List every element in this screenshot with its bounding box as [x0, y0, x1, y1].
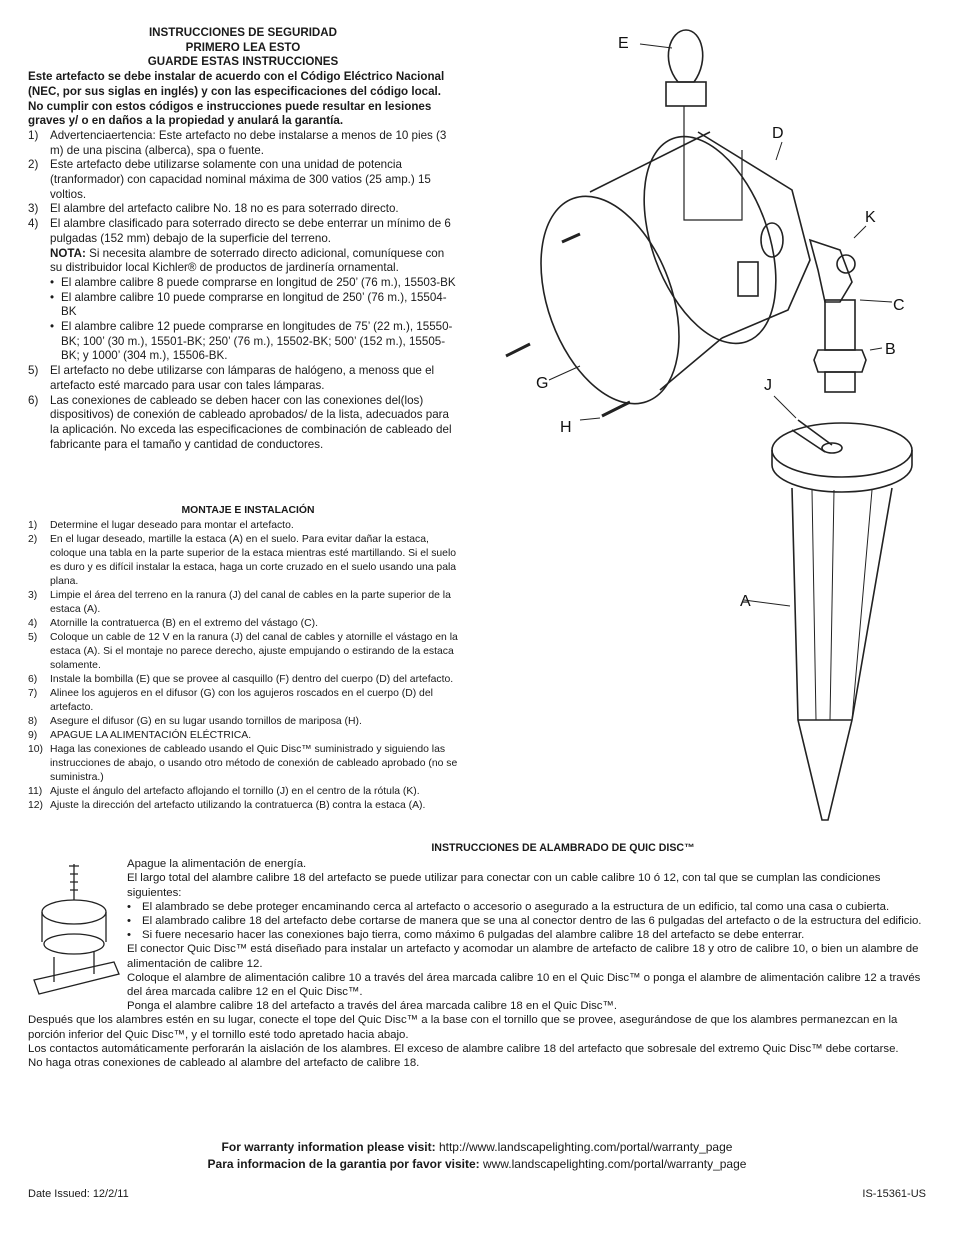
list-item: • El alambre calibre 8 puede comprarse en longitud de 250’ (76 m.), 15503-BK	[50, 275, 456, 289]
list-item: • El alambrado se debe proteger encaminando cerca al artefacto o accesorio o asegurado a la estructura de un edificio, tal como una casa o cubierta.	[127, 900, 890, 913]
document-code: IS-15361-US	[862, 1188, 926, 1200]
date-issued: Date Issued: 12/2/11	[28, 1188, 129, 1200]
safety-item: 2) Este artefacto debe utilizarse solamente con una unidad de potencia (tranformador) con capacidad nominal máxima de 300 vatios (25 amp.) 15 voltios.	[28, 158, 431, 201]
warranty-link[interactable]: www.landscapelighting.com/portal/warranty_page	[479, 1157, 747, 1171]
stake-disc-rim	[772, 450, 912, 492]
safety-list	[28, 129, 458, 247]
mounting-step: 5) Coloque un cable de 12 V en la ranura (J) del canal de cables y atornille el vástago en la estaca (A). Si el montaje no parece derecho, ajuste empujando o estirando de la estaca solamente.	[28, 632, 458, 671]
mounting-title: MONTAJE E INSTALACIÓN	[181, 505, 315, 516]
housing-port	[761, 223, 783, 257]
mounting-step: 9) APAGUE LA ALIMENTACIÓN ELÉCTRICA.	[28, 730, 252, 741]
mounting-step: 7) Alinee los agujeros en el difusor (G) con los agujeros roscados en el cuerpo (D) del artefacto.	[28, 688, 433, 713]
safety-subtitle: PRIMERO LEA ESTO	[185, 40, 301, 54]
mounting-step: 12) Ajuste la dirección del artefacto utilizando la contratuerca (B) contra la estaca (A).	[28, 800, 426, 811]
label-g: G	[536, 375, 549, 392]
list-item: • El alambrado calibre 18 del artefacto debe cortarse de manera que se una al conector dentro de las 6 pulgadas del artefacto o de la estructura del edificio.	[127, 915, 922, 928]
label-j: J	[764, 377, 772, 394]
quic-paragraph: No haga otras conexiones de cableado al alambre del artefacto de calibre 18.	[28, 1057, 420, 1070]
warranty-link[interactable]: http://www.landscapelighting.com/portal/warranty_page	[435, 1140, 733, 1154]
fixture-diagram	[480, 20, 940, 830]
list-item: • El alambre calibre 12 puede comprarse en longitudes de 75’ (22 m.), 15550-BK; 100’ (30 m.), 15501-BK; 250’ (76 m.), 15502-BK; 500’ (152 m.), 15505-BK; y 1000’ (304 m.), 15506-BK.	[50, 320, 453, 363]
safety-section	[28, 26, 458, 452]
warranty-info	[0, 1139, 954, 1173]
knuckle	[810, 240, 852, 302]
bulb	[668, 30, 702, 82]
mounting-step: 8) Asegure el difusor (G) en su lugar usando tornillos de mariposa (H).	[28, 716, 362, 727]
housing-rear	[619, 119, 802, 362]
quic-paragraph: Los contactos automáticamente perforarán la aislación de los alambres. El exceso de alambre calibre 18 del artefacto que sobresale del extremo Quic Disc™ debe cortarse.	[28, 1042, 899, 1055]
bulb-socket	[666, 82, 706, 106]
safety-item: 6) Las conexiones de cableado se deben hacer con las conexiones del(los) dispositivos) de conexión de cableado aprobados/ de la lista, adecuados para la aplicación. No exceda las especificaciones de combinación de cableado del fabricante para el tamaño y cantidad de conductores.	[28, 393, 452, 451]
safety-item: 5) El artefacto no debe utilizarse con lámparas de halógeno, a menoss que el artefacto esté marcado para usar con tales lámparas.	[28, 364, 435, 392]
label-h: H	[560, 419, 572, 436]
mounting-step: 11) Ajuste el ángulo del artefacto aflojando el tornillo (J) en el centro de la rótula (K).	[28, 786, 420, 797]
quic-line: El conector Quic Disc™ está diseñado para instalar un artefacto y acomodar un alambre de artefacto de calibre 18 y otro de calibre 10, o bien un alambre de alimentación de calibre 12.	[127, 943, 919, 970]
safety-item: 1) Advertenciaertencia: Este artefacto no debe instalarse a menos de 10 pies (3 m) de una piscina (alberca), spa o fuente.	[28, 128, 447, 157]
quic-paragraph: Después que los alambres estén en su lugar, conecte el tope del Quic Disc™ a la base con el tornillo que se provee, asegurándose de que los alambres permanezcan en la porción inferior del Quic Disc™, y el tornillo esté todo apretado hacia abajo.	[28, 1014, 898, 1041]
safety-intro: Este artefacto se debe instalar de acuerdo con el Código Eléctrico Nacional (NEC, por sus siglas en inglés) y con las especificaciones del código local. No cumplir con estos códigos e instrucciones puede resultar en lesiones graves y/ o en daños a la propiedad y anulará la garantía.	[28, 70, 445, 128]
list-item: • Si fuere necesario hacer las conexiones bajo tierra, como máximo 6 pulgadas del alambre calibre 18 del artefacto se debe enterrar.	[127, 929, 805, 942]
quic-disc-section	[28, 841, 928, 1070]
wire-bullets	[50, 276, 458, 364]
quic-line: Apague la alimentación de energía.	[127, 858, 307, 871]
mounting-step: 2) En el lugar deseado, martille la estaca (A) en el suelo. Para evitar dañar la estaca, coloque una tabla en la parte superior de la estaca mientras esté martillando. Si el suelo es duro y es difícil instalar la estaca, haga un corte cruzado en el suelo usando una pala plana.	[28, 534, 457, 587]
stake-body	[792, 488, 892, 820]
safety-title: INSTRUCCIONES DE SEGURIDAD	[148, 26, 338, 39]
quic-line: El largo total del alambre calibre 18 del artefacto se puede utilizar para conectar con un cable calibre 10 ó 12, con tal que se cumplan las condiciones siguientes:	[127, 872, 881, 899]
label-k: K	[865, 209, 876, 226]
leader-lines	[549, 44, 892, 606]
bulb-wire	[684, 106, 742, 220]
quic-line: Coloque el alambre de alimentación calibre 10 a través del área marcada calibre 10 en el Quic Disc™ o ponga el alambre de alimentación calibre 12 a través del área marcada calibre 12 en el Quic Disc™.	[127, 971, 921, 999]
mounting-step: 3) Limpie el área del terreno en la ranura (J) del canal de cables en la parte superior de la estaca (A).	[28, 590, 451, 615]
safety-item: 3) El alambre del artefacto calibre No. 18 no es para soterrado directo.	[28, 202, 399, 216]
warranty-line-en: For warranty information please visit: http://www.landscapelighting.com/portal/warranty_page	[221, 1140, 733, 1154]
quic-title: INSTRUCCIONES DE ALAMBRADO DE QUIC DISC™	[431, 842, 695, 854]
quic-line: Ponga el alambre calibre 18 del artefacto a través del área marcada calibre 18 en el Quic Disc™.	[127, 1000, 618, 1013]
stake-ribs	[812, 490, 872, 720]
locknut	[814, 350, 866, 372]
mounting-step: 10) Haga las conexiones de cableado usando el Quic Disc™ suministrado y siguiendo las instrucciones de abajo, o usando otro método de conexión de cableado aprobado (no se suministra.)	[28, 744, 458, 783]
stem-thread	[825, 372, 855, 392]
label-c: C	[893, 297, 905, 314]
warranty-line-es: Para informacion de la garantia por favor visite: www.landscapelighting.com/portal/warranty_page	[207, 1157, 747, 1171]
label-d: D	[772, 125, 784, 142]
housing-body	[698, 132, 810, 338]
label-a: A	[740, 593, 751, 610]
list-item: • El alambre calibre 10 puede comprarse en longitud de 250’ (76 m.), 15504-BK	[50, 290, 447, 319]
mounting-step: 6) Instale la bombilla (E) que se provee al casquillo (F) dentro del cuerpo (D) del artefacto.	[28, 674, 454, 685]
label-e: E	[618, 35, 629, 52]
socket	[738, 262, 758, 296]
safety-subtitle-2: GUARDE ESTAS INSTRUCCIONES	[147, 55, 339, 69]
thumb-screws	[506, 234, 630, 416]
mounting-section	[28, 504, 468, 813]
label-b: B	[885, 341, 896, 358]
safety-note: NOTA: Si necesita alambre de soterrado directo adicional, comuníquese con su distribuidor local Kichler® de productos de jardinería ornamental.	[50, 246, 445, 275]
mounting-step: 1) Determine el lugar deseado para montar el artefacto.	[28, 520, 294, 531]
mounting-step: 4) Atornille la contratuerca (B) en el extremo del vástago (C).	[28, 618, 318, 629]
stem	[825, 300, 855, 350]
safety-item: 4) El alambre clasificado para soterrado directo se debe enterrar un mínimo de 6 pulgadas (152 mm) debajo de la superficie del terreno.	[28, 217, 451, 245]
